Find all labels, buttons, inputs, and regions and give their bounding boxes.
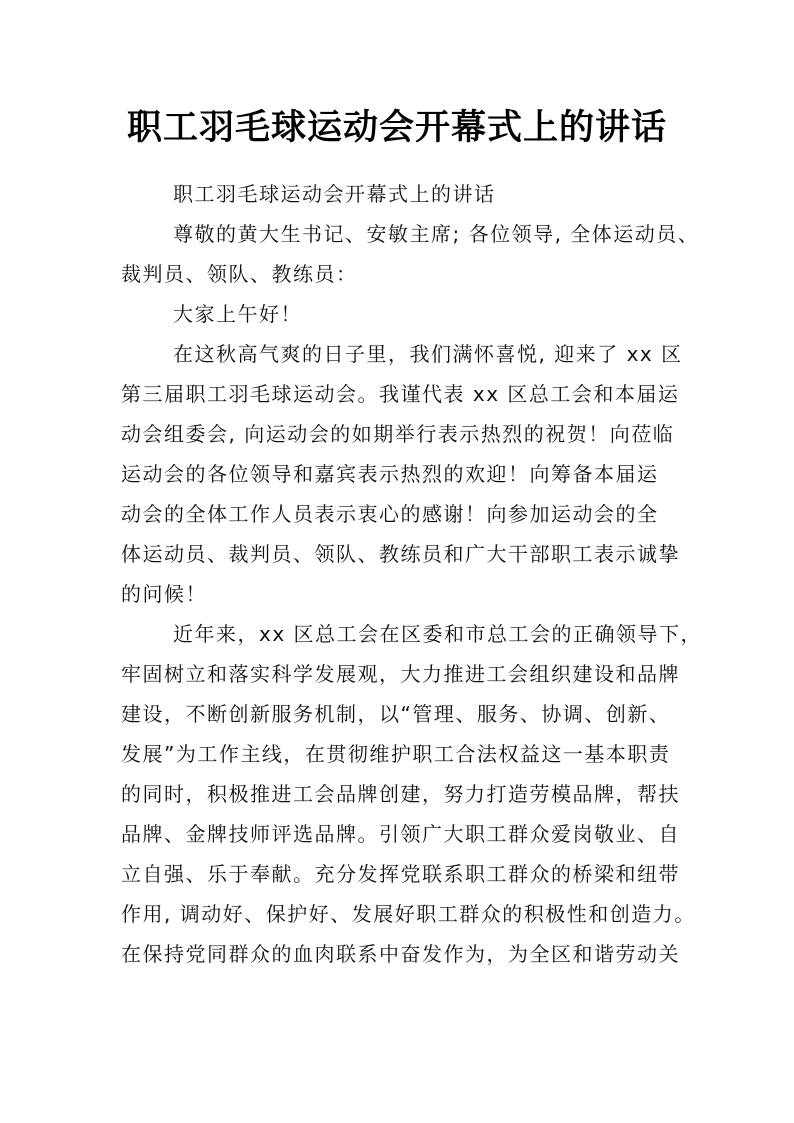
paragraph-1-line-4: 运动会的各位领导和嘉宾表示热烈的欢迎！向筹备本届运 [121, 462, 659, 486]
paragraph-2-line-2: 牢固树立和落实科学发展观，大力推进工会组织建设和品牌 [121, 662, 680, 686]
paragraph-2-line-8: 作用, 调动好、保护好、发展好职工群众的积极性和创造力。 [121, 902, 696, 926]
paragraph-1-line-3: 动会组委会, 向运动会的如期举行表示热烈的祝贺！向莅临 [121, 422, 675, 446]
document-title: 职工羽毛球运动会开幕式上的讲话 [126, 107, 667, 148]
paragraph-1-line-5: 动会的全体工作人员表示衷心的感谢！向参加运动会的全 [121, 502, 659, 526]
paragraph-2-line-4: 发展”为工作主线，在贯彻维护职工合法权益这一基本职责 [121, 742, 671, 766]
greeting-line: 大家上午好！ [173, 302, 302, 326]
paragraph-2-line-3: 建设，不断创新服务机制，以“管理、服务、协调、创新、 [121, 702, 671, 726]
paragraph-1-line-7: 的问候！ [121, 582, 207, 606]
salutation-line-1: 尊敬的黄大生书记、安敏主席; 各位领导, 全体运动员、 [173, 222, 700, 246]
salutation-line-2: 裁判员、领队、教练员： [121, 262, 358, 286]
paragraph-1-line-6: 体运动员、裁判员、领队、教练员和广大干部职工表示诚挚 [121, 542, 680, 566]
paragraph-2-line-5: 的同时，积极推进工会品牌创建，努力打造劳模品牌，帮扶 [121, 782, 680, 806]
paragraph-2-line-1: 近年来，xx 区总工会在区委和市总工会的正确领导下， [173, 622, 703, 646]
document-body [121, 174, 703, 974]
paragraph-2-line-9: 在保持党同群众的血肉联系中奋发作为，为全区和谐劳动关 [121, 942, 680, 966]
paragraph-2-line-6: 品牌、金牌技师评选品牌。引领广大职工群众爱岗敬业、自 [121, 822, 680, 846]
paragraph-1-line-2: 第三届职工羽毛球运动会。我谨代表 xx 区总工会和本届运 [121, 382, 680, 406]
paragraph-2-line-7: 立自强、乐于奉献。充分发挥党联系职工群众的桥梁和纽带 [121, 862, 680, 886]
subtitle-line: 职工羽毛球运动会开幕式上的讲话 [173, 182, 496, 206]
paragraph-1-line-1: 在这秋高气爽的日子里，我们满怀喜悦, 迎来了 xx 区 [173, 342, 683, 366]
